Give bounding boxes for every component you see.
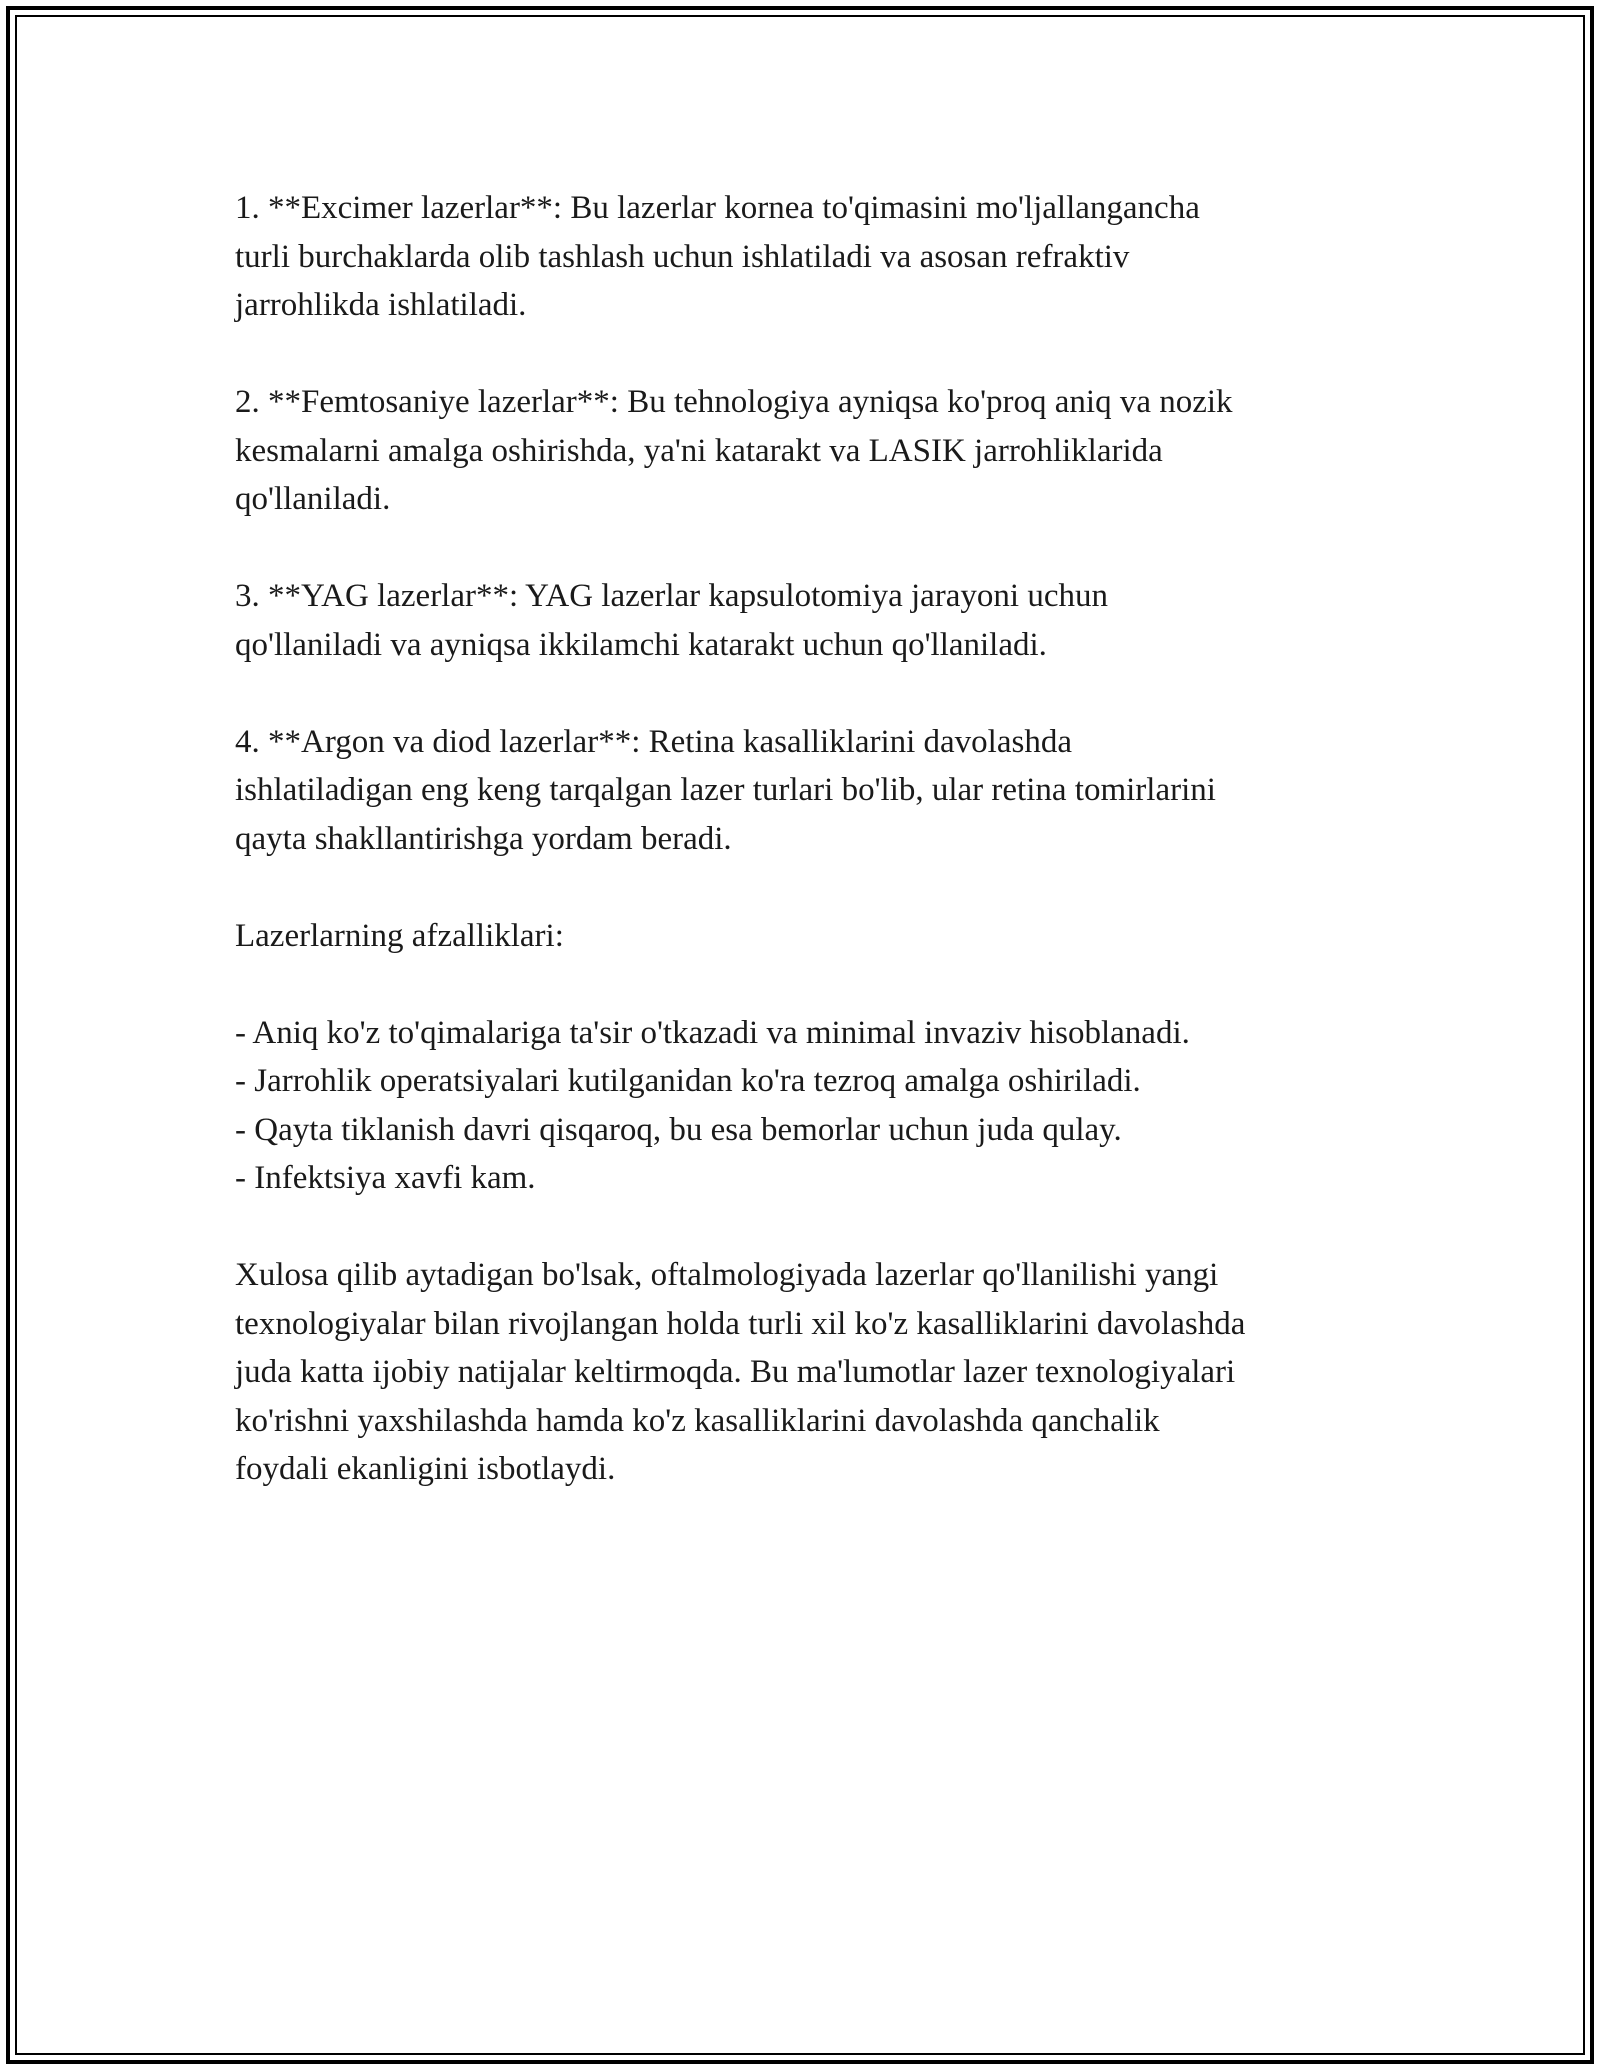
text-line: kesmalarni amalga oshirishda, ya'ni katarakt va LASIK jarrohliklarida [235, 432, 1163, 469]
document-body [235, 184, 1395, 1542]
text-line: juda katta ijobiy natijalar keltirmoqda. Bu ma'lumotlar lazer texnologiyalari [235, 1354, 1236, 1390]
list-item: - Aniq ko'z to'qimalariga ta'sir o'tkazadi va minimal invaziv hisoblanadi. [235, 1014, 1190, 1051]
text-line: turli burchaklarda olib tashlash uchun ishlatiladi va asosan refraktiv [235, 238, 1130, 275]
text-line: 1. **Excimer lazerlar**: Bu lazerlar kornea to'qimasini mo'ljallangancha [235, 190, 1200, 226]
paragraph-yag [235, 572, 1395, 669]
advantages-list [235, 1009, 1395, 1203]
text-line: foydali ekanligini isbotlaydi. [235, 1451, 616, 1487]
text-line: qayta shakllantirishga yordam beradi. [235, 820, 732, 857]
text-line: 3. **YAG lazerlar**: YAG lazerlar kapsulotomiya jarayoni uchun [235, 578, 1109, 614]
text-line: Lazerlarning afzalliklari: [235, 917, 564, 954]
text-line: ishlatiladigan eng keng tarqalgan lazer turlari bo'lib, ular retina tomirlarini [235, 772, 1216, 808]
paragraph-excimer [235, 184, 1395, 330]
paragraph-conclusion [235, 1251, 1395, 1494]
text-line: Xulosa qilib aytadigan bo'lsak, oftalmologiyada lazerlar qo'llanilishi yangi [235, 1257, 1219, 1293]
list-item: - Infektsiya xavfi kam. [235, 1160, 536, 1196]
paragraph-femtosecond [235, 378, 1395, 524]
text-line: texnologiyalar bilan rivojlangan holda turli xil ko'z kasalliklarini davolashda [235, 1305, 1246, 1342]
list-item: - Jarrohlik operatsiyalari kutilganidan ko'ra tezroq amalga oshiriladi. [235, 1063, 1141, 1099]
advantages-heading [235, 912, 1395, 961]
text-line: qo'llaniladi va ayniqsa ikkilamchi katarakt uchun qo'llaniladi. [235, 626, 1047, 663]
text-line: 4. **Argon va diod lazerlar**: Retina kasalliklarini davolashda [235, 723, 1072, 760]
text-line: ko'rishni yaxshilashda hamda ko'z kasalliklarini davolashda qanchalik [235, 1402, 1160, 1439]
list-item: - Qayta tiklanish davri qisqaroq, bu esa bemorlar uchun juda qulay. [235, 1111, 1122, 1148]
text-line: qo'llaniladi. [235, 481, 391, 517]
text-line: jarrohlikda ishlatiladi. [235, 287, 527, 323]
paragraph-argon-diode [235, 718, 1395, 864]
text-line: 2. **Femtosaniye lazerlar**: Bu tehnologiya ayniqsa ko'proq aniq va nozik [235, 384, 1233, 420]
